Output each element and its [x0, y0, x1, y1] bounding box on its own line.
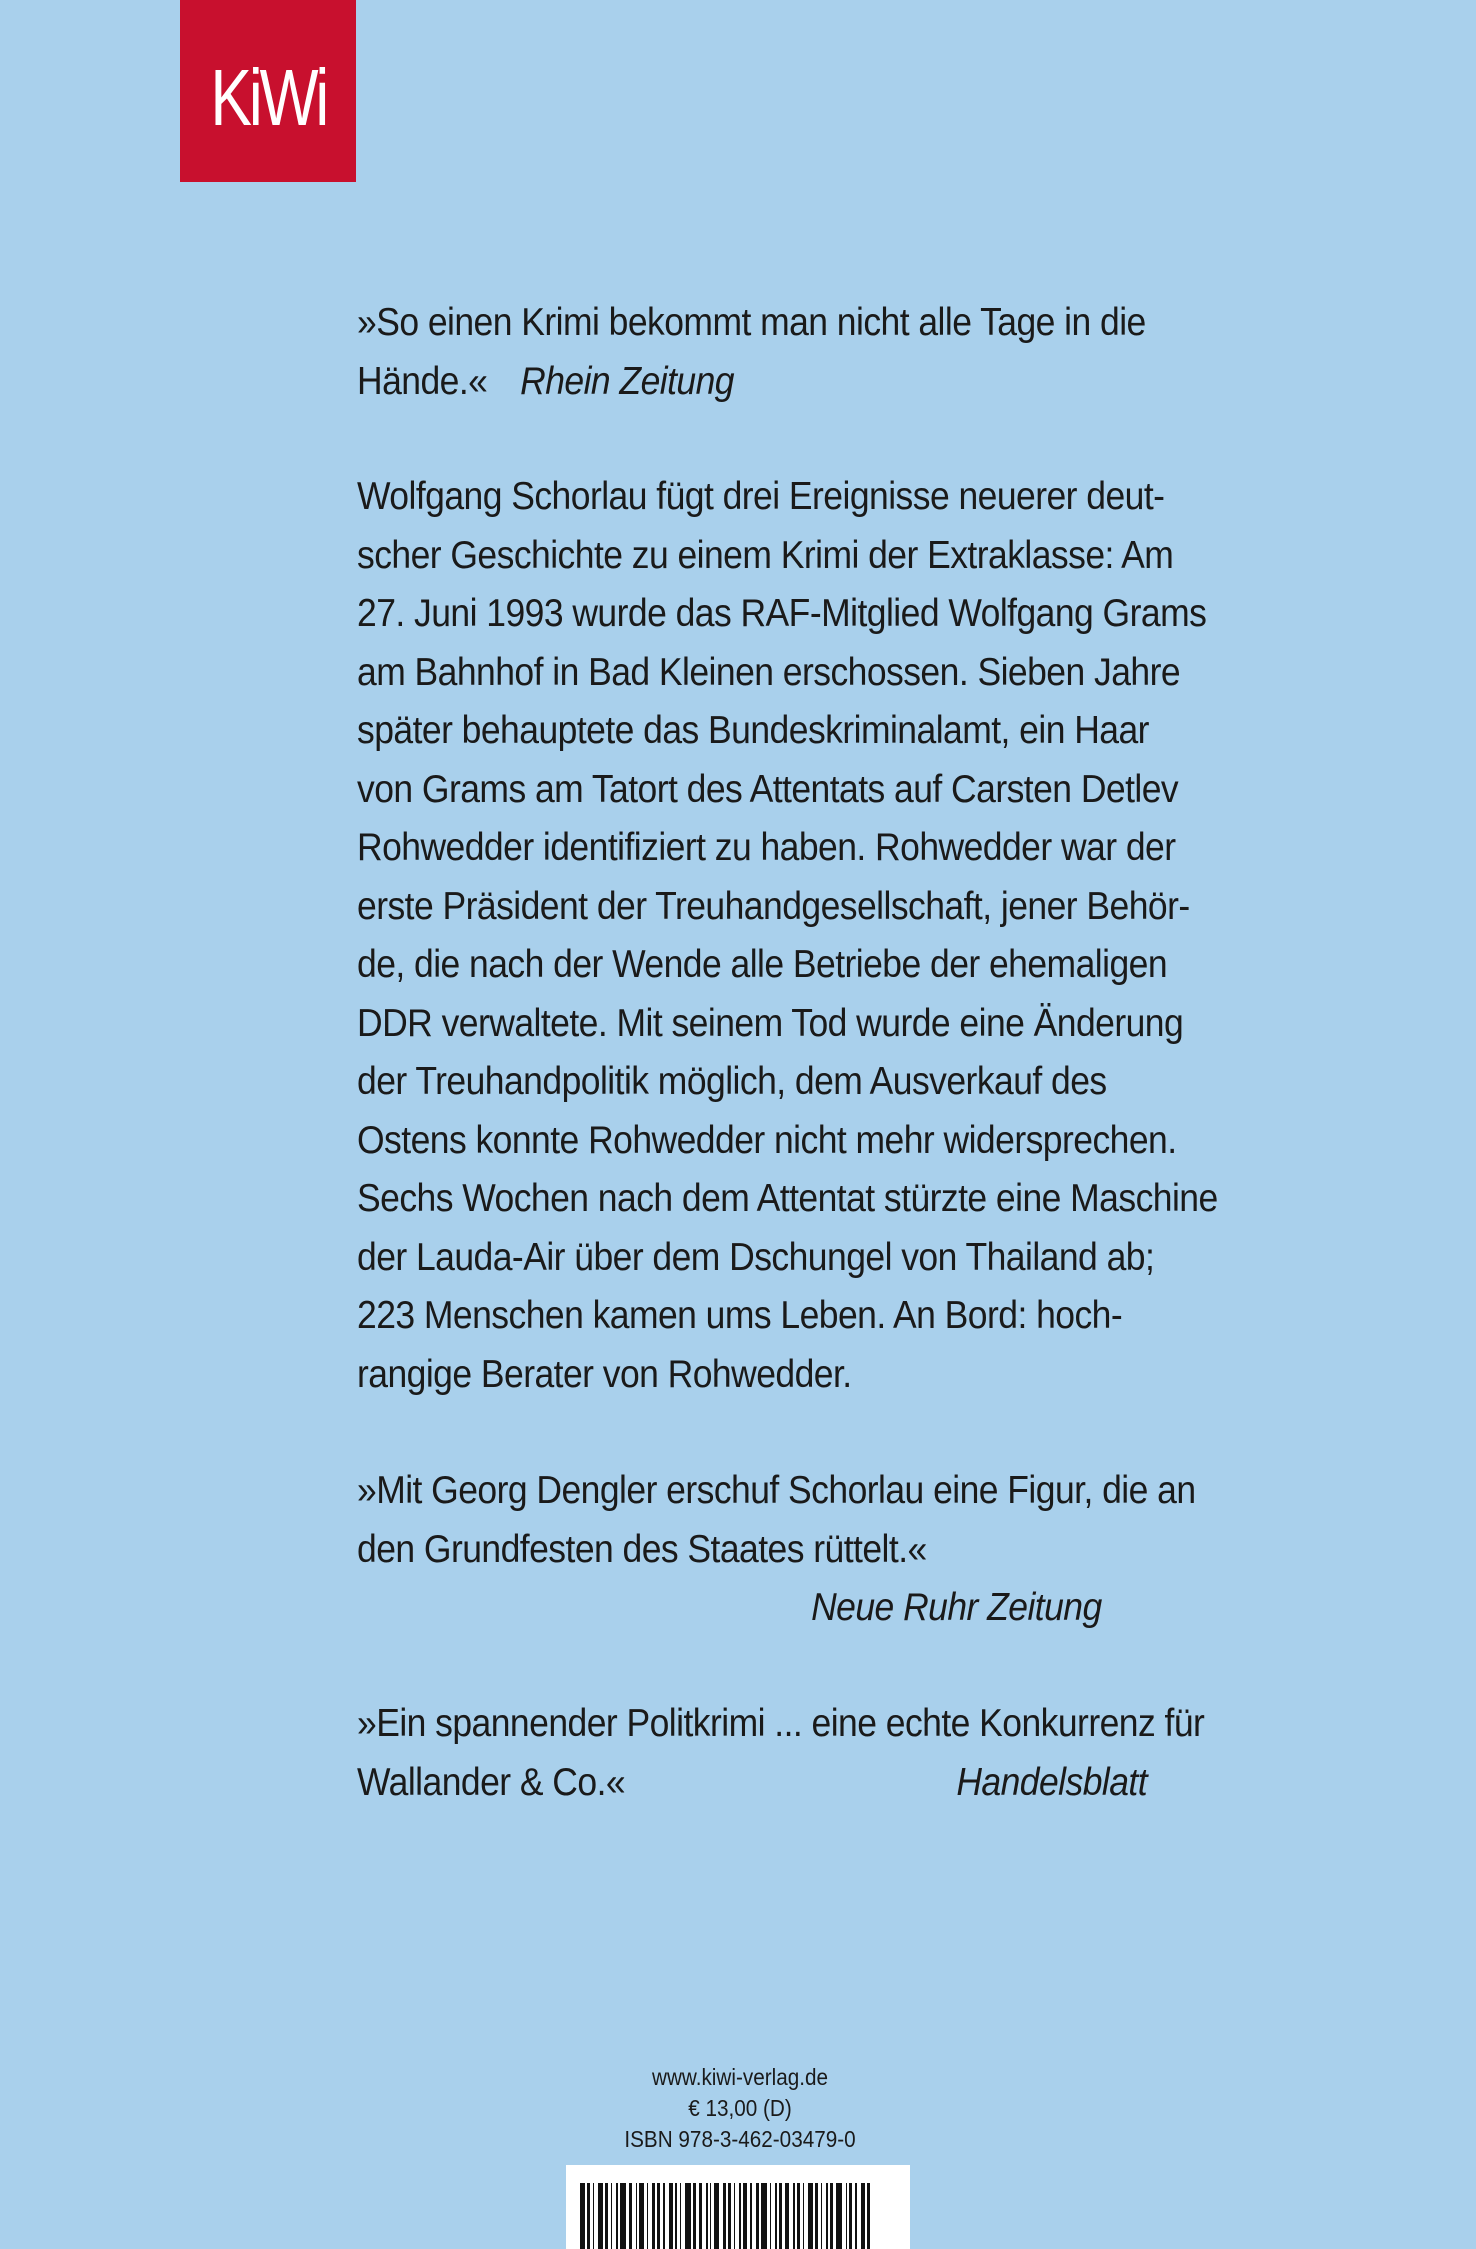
barcode-bar — [855, 2183, 857, 2249]
review-quote-1 — [357, 294, 1249, 411]
barcode-bar — [793, 2183, 795, 2249]
quote1-line1: »So einen Krimi bekommt man nicht alle Tage in die — [357, 301, 1146, 344]
barcode-bar — [706, 2183, 708, 2249]
barcode-bar — [756, 2183, 759, 2249]
blurb-line: Sechs Wochen nach dem Attentat stürzte eine Maschine — [357, 1177, 1218, 1220]
review-quote-2 — [357, 1462, 1249, 1638]
barcode-bar — [669, 2183, 674, 2249]
blurb-line: erste Präsident der Treuhandgesellschaft, jener Behör- — [357, 884, 1190, 928]
barcode-bar — [710, 2183, 712, 2249]
barcode-bar — [849, 2183, 852, 2249]
quote3-line1: »Ein spannender Politkrimi ... eine echte Konkurrenz für — [357, 1702, 1205, 1745]
barcode-bar — [663, 2183, 665, 2249]
barcode-bar — [629, 2183, 632, 2249]
barcode-bar — [867, 2183, 870, 2249]
blurb-line: von Grams am Tatort des Attentats auf Carsten Detlev — [357, 767, 1179, 811]
barcode-bar — [770, 2183, 772, 2249]
quote1-source: Rhein Zeitung — [520, 359, 734, 403]
barcode-bar — [797, 2183, 800, 2249]
barcode-bar — [593, 2183, 595, 2249]
barcode-bar — [803, 2183, 805, 2249]
barcode-bar — [580, 2183, 585, 2249]
barcode-bar — [739, 2183, 741, 2249]
quote1-line2: Hände.« — [357, 359, 488, 403]
barcode-bar — [685, 2183, 691, 2249]
barcode-bar — [821, 2183, 823, 2249]
isbn-number: ISBN 978-3-462-03479-0 — [624, 2126, 856, 2152]
barcode-bar — [652, 2183, 655, 2249]
barcode-bar — [699, 2183, 702, 2249]
barcode-bar — [620, 2183, 626, 2249]
barcode-bar — [728, 2183, 731, 2249]
blurb-line: de, die nach der Wende alle Betriebe der ehemaligen — [357, 943, 1168, 986]
publisher-website: www.kiwi-verlag.de — [651, 2064, 829, 2090]
blurb-line: Ostens konnte Rohwedder nicht mehr widersprechen. — [357, 1118, 1177, 1162]
barcode-bar — [723, 2183, 726, 2249]
barcode-bar — [830, 2183, 833, 2249]
blurb-line: später behauptete das Bundeskriminalamt, ein Haar — [357, 709, 1149, 752]
barcode-bar — [846, 2183, 848, 2249]
barcode-bar — [680, 2183, 682, 2249]
blurb-line: der Treuhandpolitik möglich, dem Ausverkauf des — [357, 1060, 1107, 1103]
quote2-line2: den Grundfesten des Staates rüttelt.« — [357, 1527, 927, 1571]
barcode-bar — [611, 2183, 613, 2249]
barcode-bar — [714, 2183, 719, 2249]
barcode-bar — [826, 2183, 828, 2249]
quote2-source: Neue Ruhr Zeitung — [811, 1586, 1102, 1629]
blurb-line: Rohwedder identifiziert zu haben. Rohwedder war der — [357, 826, 1176, 869]
barcode — [566, 2165, 910, 2249]
barcode-bar — [761, 2183, 767, 2249]
blurb-line: 223 Menschen kamen ums Leben. An Bord: hoch- — [357, 1294, 1123, 1337]
barcode-bar — [657, 2183, 660, 2249]
blurb-line: DDR verwaltete. Mit seinem Tod wurde eine Änderung — [357, 1001, 1184, 1045]
blurb-line: rangige Berater von Rohwedder. — [357, 1352, 852, 1396]
barcode-bar — [616, 2183, 618, 2249]
barcode-bar — [743, 2183, 748, 2249]
review-quote-3 — [357, 1695, 1249, 1812]
barcode-bar — [605, 2183, 608, 2249]
barcode-bar — [750, 2183, 752, 2249]
barcode-bar — [639, 2183, 644, 2249]
barcode-bar — [587, 2183, 590, 2249]
barcode-bar — [693, 2183, 696, 2249]
blurb-line: 27. Juni 1993 wurde das RAF-Mitglied Wolfgang Grams — [357, 592, 1207, 635]
barcode-bar — [734, 2183, 736, 2249]
blurb-line: am Bahnhof in Bad Kleinen erschossen. Sieben Jahre — [357, 650, 1181, 694]
barcode-bar — [808, 2183, 813, 2249]
barcode-bar — [785, 2183, 790, 2249]
barcode-bar — [636, 2183, 638, 2249]
blurb-line: der Lauda-Air über dem Dschungel von Thailand ab; — [357, 1235, 1155, 1279]
barcode-bar — [815, 2183, 818, 2249]
barcode-bar — [598, 2183, 603, 2249]
barcode-bar — [861, 2183, 866, 2249]
publisher-logo — [180, 0, 356, 182]
quote3-source: Handelsblatt — [956, 1760, 1148, 1804]
blurb-line: scher Geschichte zu einem Krimi der Extraklasse: Am — [357, 533, 1174, 577]
book-blurb — [357, 468, 1249, 1404]
blurb-line: Wolfgang Schorlau fügt drei Ereignisse neuerer deut- — [357, 475, 1165, 518]
book-price: € 13,00 (D) — [688, 2095, 792, 2121]
barcode-bar — [775, 2183, 777, 2249]
barcode-bar — [779, 2183, 782, 2249]
quote3-line2: Wallander & Co.« — [357, 1760, 626, 1804]
barcode-bar — [675, 2183, 677, 2249]
logo-text: KiWi — [210, 53, 326, 142]
barcode-bars — [580, 2183, 896, 2249]
publisher-info — [578, 2062, 902, 2155]
quote2-line1: »Mit Georg Dengler erschuf Schorlau eine Figur, die an — [357, 1469, 1196, 1512]
quote1-line2-wrapper — [357, 353, 1249, 412]
barcode-bar — [836, 2183, 842, 2249]
barcode-bar — [647, 2183, 649, 2249]
quote3-line2-wrapper — [357, 1754, 1249, 1813]
